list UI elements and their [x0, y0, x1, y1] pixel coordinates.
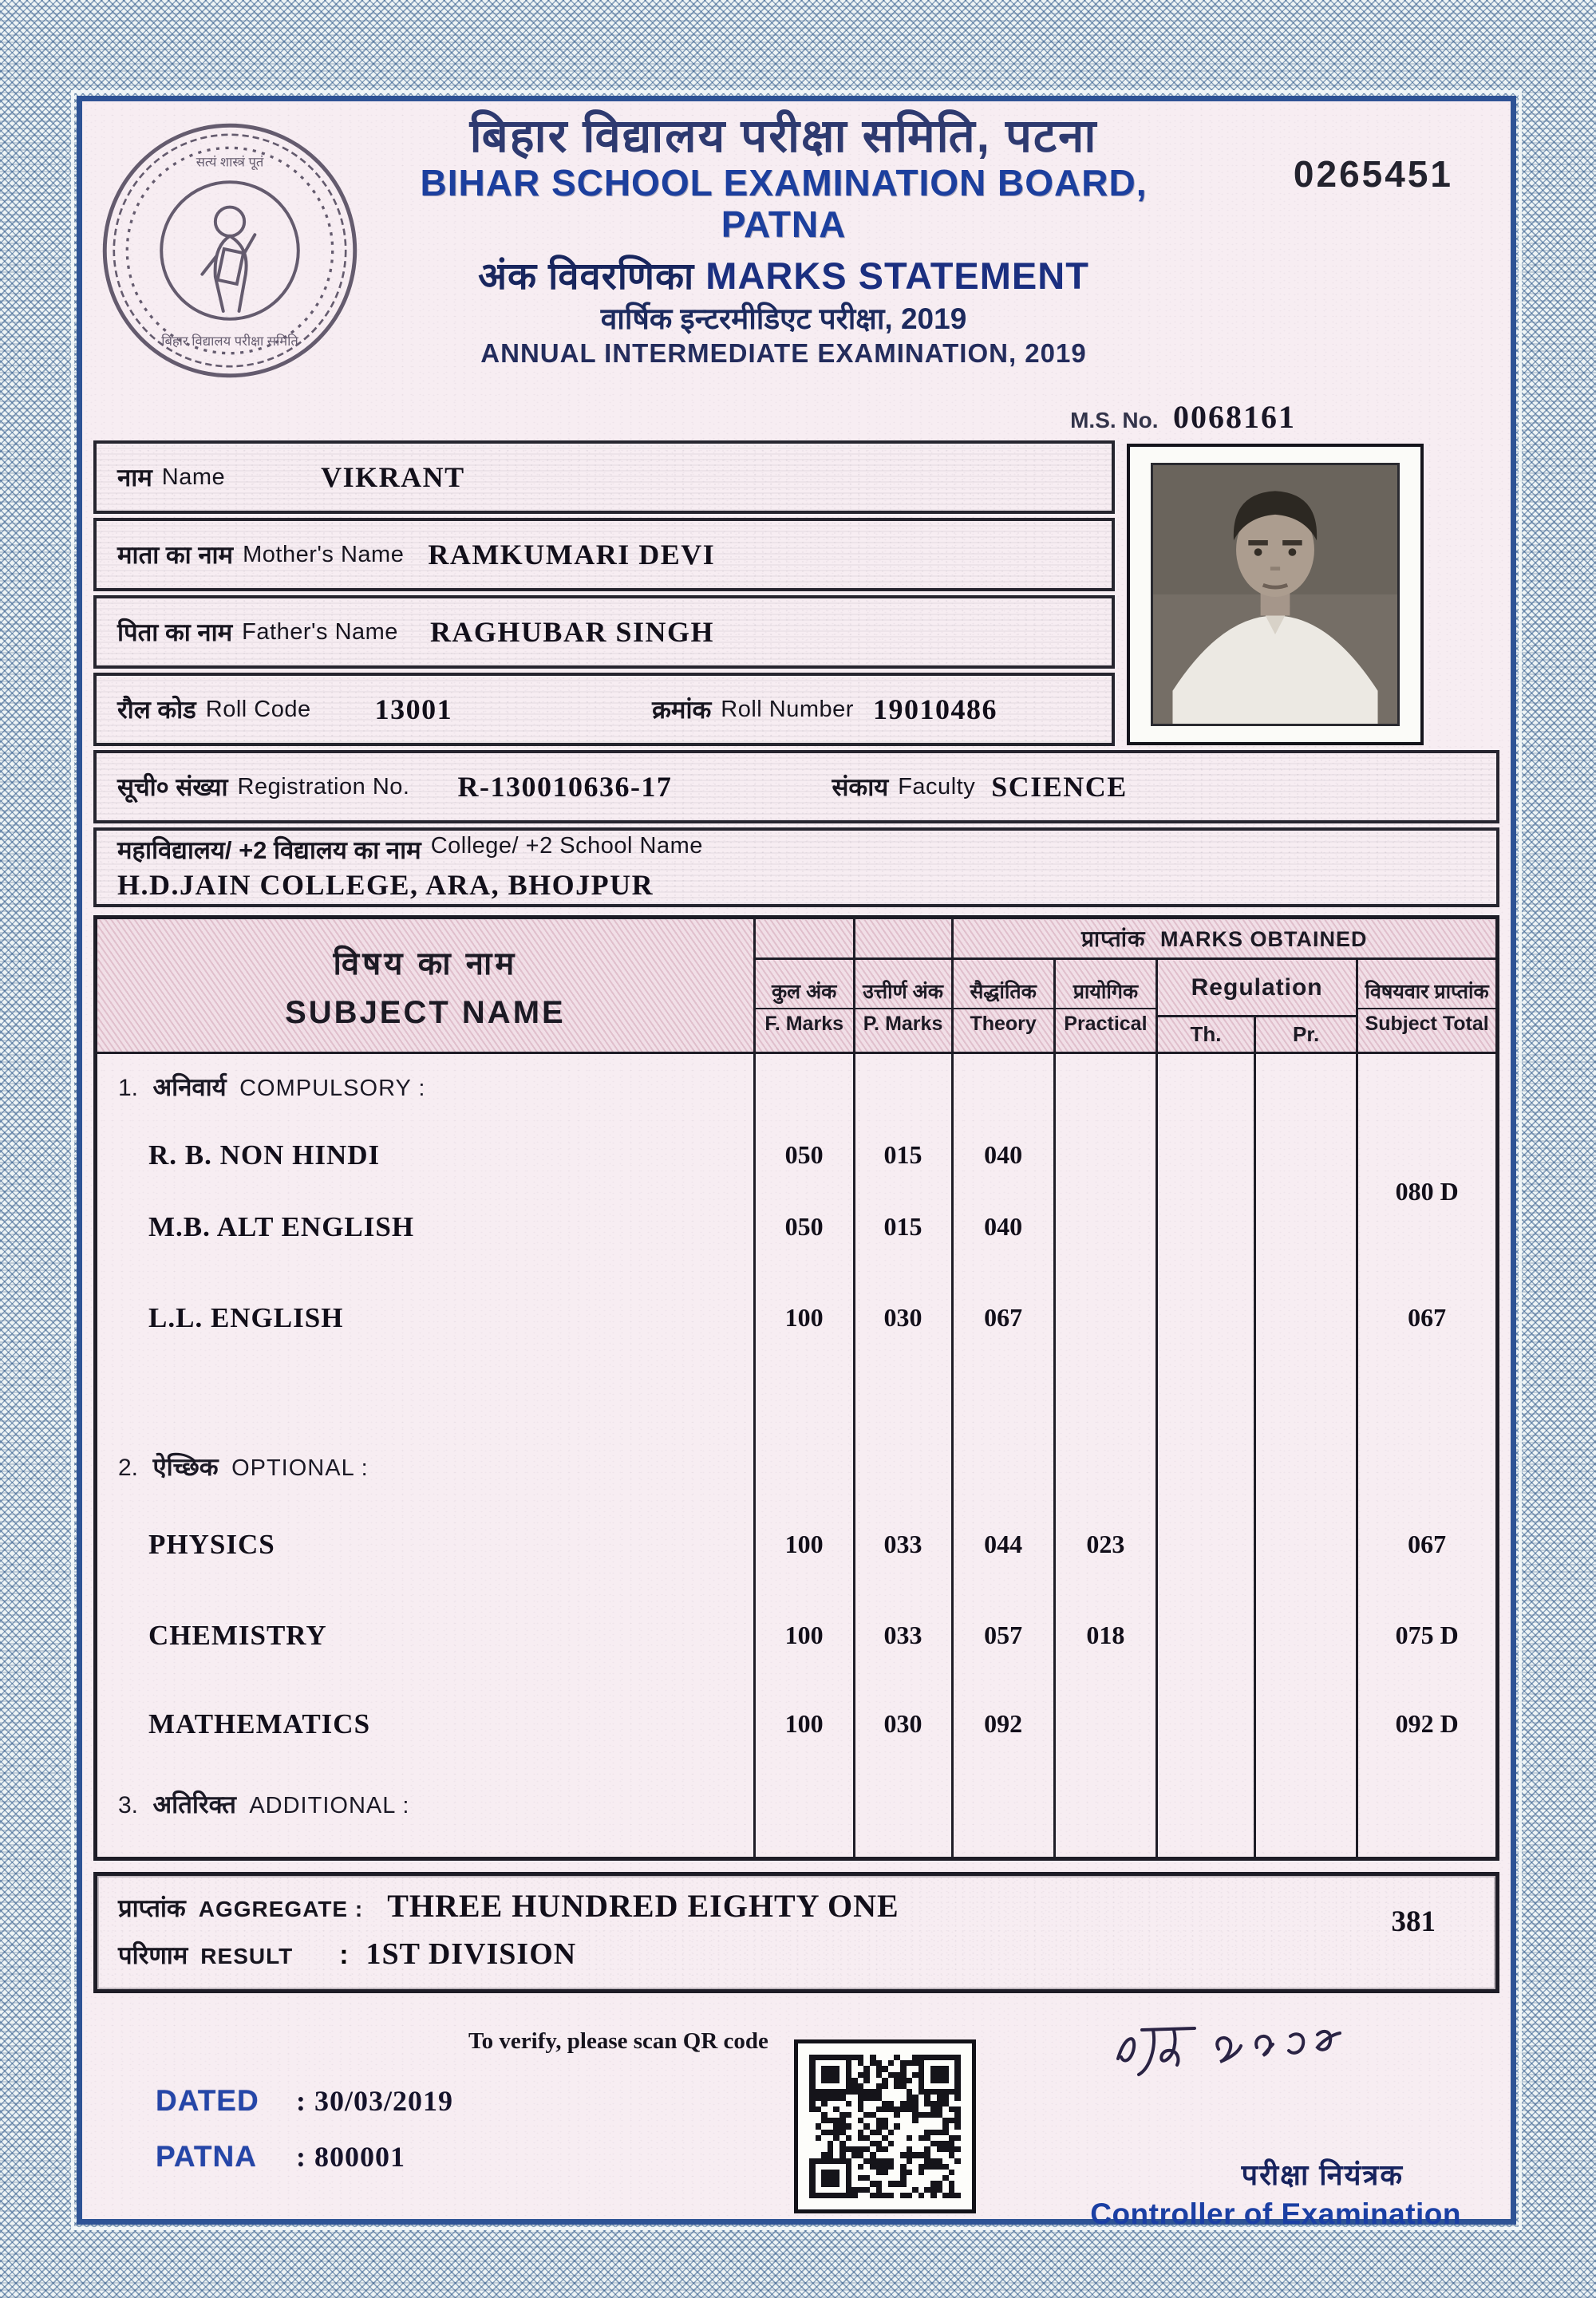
svg-text:बिहार विद्यालय परीक्षा समिति: बिहार विद्यालय परीक्षा समिति [161, 334, 298, 349]
subject-row [96, 1283, 1498, 1353]
header-theory-english: Theory [970, 1013, 1037, 1035]
cell-empty [1357, 1433, 1498, 1500]
father-label-english: Father's Name [242, 618, 398, 645]
certificate-header [93, 101, 1499, 436]
section-number: 2. [118, 1454, 139, 1481]
subject-name: L.L. ENGLISH [96, 1283, 755, 1353]
father-label-hindi: पिता का नाम [117, 618, 233, 646]
marks-table [93, 915, 1499, 1861]
subject-total: 092 D [1357, 1682, 1498, 1767]
marks-statement-english: MARKS STATEMENT [705, 255, 1089, 297]
cell-empty [952, 1433, 1054, 1500]
cell-empty [854, 1843, 952, 1859]
regulation-th [1157, 1283, 1255, 1353]
faculty-label-english: Faculty [898, 773, 976, 800]
subject-row [96, 1120, 1498, 1190]
mother-label-hindi: माता का नाम [117, 541, 234, 569]
cell-empty [1255, 1353, 1357, 1433]
controller-title-english: Controller of Examination [1090, 2197, 1461, 2230]
p-marks: 030 [854, 1682, 952, 1767]
cell-empty [1255, 1264, 1357, 1283]
controller-title-hindi: परीक्षा नियंत्रक [1241, 2158, 1404, 2191]
regulation-pr [1255, 1589, 1357, 1682]
cell-empty [754, 1264, 854, 1283]
aggregate-label-hindi: प्राप्तांक [118, 1894, 186, 1922]
theory-marks: 067 [952, 1283, 1054, 1353]
roll-number-label-hindi: क्रमांक [652, 696, 712, 724]
ms-number-value: 0068161 [1173, 399, 1296, 435]
certificate-footer [93, 1998, 1499, 2261]
mother-name-value: RAMKUMARI DEVI [428, 539, 716, 571]
cell-empty [854, 1433, 952, 1500]
ms-number-label: M.S. No. [1070, 408, 1159, 432]
cell-empty [952, 1767, 1054, 1843]
cell-empty [754, 1053, 854, 1120]
subject-name: MATHEMATICS [96, 1682, 755, 1767]
regulation-pr [1255, 1190, 1357, 1264]
header-regulation: Regulation [1157, 959, 1357, 1017]
section-label-english: OPTIONAL : [231, 1455, 369, 1481]
cell-empty [1255, 1843, 1357, 1859]
cell-empty [754, 1843, 854, 1859]
aggregate-in-words: THREE HUNDRED EIGHTY ONE [387, 1888, 899, 1924]
practical-marks: 023 [1054, 1500, 1156, 1589]
cell-empty [952, 1053, 1054, 1120]
spacer-row [96, 1353, 1498, 1433]
theory-marks: 092 [952, 1682, 1054, 1767]
subject-name: PHYSICS [96, 1500, 755, 1589]
header-regulation-th: Th. [1157, 1017, 1255, 1053]
p-marks: 033 [854, 1500, 952, 1589]
f-marks: 050 [754, 1120, 854, 1190]
p-marks: 033 [854, 1589, 952, 1682]
section-label-hindi: ऐच्छिक [152, 1452, 219, 1481]
cell-empty [1054, 1843, 1156, 1859]
roll-code-value: 13001 [374, 693, 453, 725]
header-spacer-fmarks [754, 918, 854, 959]
p-marks: 015 [854, 1190, 952, 1264]
cell-empty [1357, 1053, 1498, 1120]
cell-empty [952, 1353, 1054, 1433]
svg-text:सत्यं शास्त्रं पूतं: सत्यं शास्त्रं पूतं [196, 155, 264, 170]
cell-empty [96, 1843, 755, 1859]
practical-marks [1054, 1120, 1156, 1190]
header-fmarks-hindi: कुल अंक [756, 976, 853, 1009]
f-marks: 100 [754, 1500, 854, 1589]
cell-empty [96, 1353, 755, 1433]
spacer-row [96, 1843, 1498, 1859]
serial-number: 0265451 [1293, 153, 1453, 195]
student-portrait-icon [1151, 463, 1400, 726]
subject-name: CHEMISTRY [96, 1589, 755, 1682]
f-marks: 050 [754, 1190, 854, 1264]
section-additional-label [96, 1767, 755, 1843]
cell-empty [1357, 1843, 1498, 1859]
section-number: 3. [118, 1791, 139, 1818]
cell-empty [1054, 1433, 1156, 1500]
subject-total: 080 D [1357, 1120, 1498, 1264]
cell-empty [1157, 1264, 1255, 1283]
cell-empty [854, 1767, 952, 1843]
cell-empty [1255, 1053, 1357, 1120]
father-name-row [93, 595, 1115, 669]
faculty-value: SCIENCE [991, 771, 1128, 803]
header-practical-hindi: प्रायोगिक [1056, 976, 1156, 1009]
subject-row [96, 1682, 1498, 1767]
f-marks: 100 [754, 1283, 854, 1353]
section-optional-label-row [96, 1433, 1498, 1500]
aggregate-row [118, 1887, 1495, 1937]
cell-empty [1357, 1264, 1498, 1283]
header-obtained-hindi: प्राप्तांक [1080, 926, 1146, 951]
cell-empty [854, 1353, 952, 1433]
qr-code-box [794, 2039, 976, 2213]
theory-marks: 044 [952, 1500, 1054, 1589]
section-compulsory-label-row [96, 1053, 1498, 1120]
spacer-row [96, 1264, 1498, 1283]
cell-empty [1157, 1053, 1255, 1120]
practical-marks [1054, 1682, 1156, 1767]
cell-empty [952, 1264, 1054, 1283]
roll-number-label-english: Roll Number [721, 696, 854, 722]
theory-marks: 057 [952, 1589, 1054, 1682]
college-label-hindi: महाविद्यालय/ +2 विद्यालय का नाम [117, 836, 421, 864]
student-photo [1127, 444, 1424, 745]
cell-empty [754, 1433, 854, 1500]
mother-label-english: Mother's Name [243, 541, 405, 567]
subject-total: 075 D [1357, 1589, 1498, 1682]
roll-number-value: 19010486 [872, 693, 998, 725]
regulation-pr [1255, 1120, 1357, 1190]
subject-row [96, 1589, 1498, 1682]
cell-empty [96, 1264, 755, 1283]
father-name-value: RAGHUBAR SINGH [429, 616, 714, 648]
cell-empty [1357, 1767, 1498, 1843]
section-label-hindi: अनिवार्य [152, 1073, 227, 1102]
header-fmarks [754, 959, 854, 1053]
regulation-th [1157, 1120, 1255, 1190]
subject-row [96, 1190, 1498, 1264]
practical-marks [1054, 1190, 1156, 1264]
aggregate-label-english: AGGREGATE : [198, 1897, 364, 1921]
cell-empty [1157, 1433, 1255, 1500]
roll-code-label-english: Roll Code [205, 696, 311, 722]
place-value: : 800001 [296, 2141, 405, 2173]
theory-marks: 040 [952, 1120, 1054, 1190]
header-pmarks-hindi: उत्तीर्ण अंक [855, 976, 951, 1009]
subject-row [96, 1500, 1498, 1589]
name-label-hindi: नाम [117, 464, 152, 492]
roll-row [93, 673, 1115, 746]
board-title-english: BIHAR SCHOOL EXAMINATION BOARD, PATNA [420, 162, 1148, 245]
result-label-english: RESULT [200, 1944, 294, 1968]
student-name-value: VIKRANT [321, 461, 465, 493]
regulation-pr [1255, 1283, 1357, 1353]
board-title-hindi: बिहार विद्यालय परीक्षा समिति, पटना [469, 110, 1098, 162]
p-marks: 030 [854, 1283, 952, 1353]
header-theory [952, 959, 1054, 1053]
header-pmarks-english: P. Marks [863, 1013, 943, 1035]
ms-number [1070, 398, 1296, 436]
cell-empty [854, 1264, 952, 1283]
cell-empty [1054, 1053, 1156, 1120]
header-total-english: Subject Total [1365, 1013, 1489, 1035]
section-additional-label-row [96, 1767, 1498, 1843]
cell-empty [1255, 1767, 1357, 1843]
marks-statement-title [357, 253, 1211, 299]
header-subject-total [1357, 959, 1498, 1053]
place-row [156, 2140, 405, 2174]
cell-empty [1157, 1353, 1255, 1433]
aggregate-value: 381 [1391, 1905, 1436, 1938]
cell-empty [1157, 1843, 1255, 1859]
dated-label: DATED [156, 2084, 259, 2117]
mother-name-row [93, 518, 1115, 591]
controller-signature-icon [1100, 2012, 1388, 2089]
cell-empty [1357, 1353, 1498, 1433]
registration-row [93, 750, 1499, 823]
header-theory-hindi: सैद्धांतिक [954, 976, 1053, 1009]
board-seal-icon [98, 119, 361, 382]
regulation-th [1157, 1500, 1255, 1589]
header-marks-obtained [952, 918, 1497, 959]
header-subject-hindi: विषय का नाम [333, 946, 518, 981]
regulation-pr [1255, 1682, 1357, 1767]
cell-empty [952, 1843, 1054, 1859]
cell-empty [1255, 1433, 1357, 1500]
header-regulation-pr: Pr. [1255, 1017, 1357, 1053]
regulation-th [1157, 1589, 1255, 1682]
regulation-th [1157, 1682, 1255, 1767]
qr-caption: To verify, please scan QR code [468, 2028, 768, 2054]
header-practical-english: Practical [1064, 1013, 1148, 1035]
certificate-frame [77, 96, 1516, 2230]
cell-empty [854, 1053, 952, 1120]
result-row [118, 1937, 1495, 1986]
section-label-hindi: अतिरिक्त [152, 1790, 236, 1818]
header-obtained-english: MARKS OBTAINED [1160, 927, 1368, 951]
header-fmarks-english: F. Marks [764, 1013, 844, 1035]
regulation-th [1157, 1190, 1255, 1264]
dated-row [156, 2084, 453, 2118]
subject-total: 067 [1357, 1283, 1498, 1353]
registration-value: R-130010636-17 [457, 771, 673, 803]
registration-label-english: Registration No. [237, 773, 410, 800]
section-number: 1. [118, 1075, 139, 1102]
college-label-english: College/ +2 School Name [430, 833, 703, 859]
result-separator: : [339, 1940, 349, 1970]
header-subject-english: SUBJECT NAME [285, 995, 566, 1030]
cell-empty [1054, 1264, 1156, 1283]
p-marks: 015 [854, 1120, 952, 1190]
place-label: PATNA [156, 2140, 257, 2173]
qr-code [809, 2055, 961, 2198]
regulation-pr [1255, 1500, 1357, 1589]
subject-name: R. B. NON HINDI [96, 1120, 755, 1190]
header-practical [1054, 959, 1156, 1053]
subject-name: M.B. ALT ENGLISH [96, 1190, 755, 1264]
cell-empty [754, 1767, 854, 1843]
roll-code-label-hindi: रौल कोड [117, 696, 196, 724]
result-value: 1ST DIVISION [365, 1937, 577, 1971]
college-name-value: H.D.JAIN COLLEGE, ARA, BHOJPUR [117, 869, 654, 901]
exam-title-english: ANNUAL INTERMEDIATE EXAMINATION, 2019 [480, 338, 1087, 368]
cell-empty [1054, 1767, 1156, 1843]
header-spacer-pmarks [854, 918, 952, 959]
result-label-hindi: परिणाम [118, 1941, 188, 1969]
aggregate-box [93, 1872, 1499, 1993]
registration-label-hindi: सूची० संख्या [117, 773, 228, 801]
subject-total: 067 [1357, 1500, 1498, 1589]
name-row [93, 440, 1115, 514]
faculty-label-hindi: संकाय [832, 773, 889, 801]
exam-title-hindi: वार्षिक इन्टरमीडिएट परीक्षा, 2019 [600, 302, 967, 335]
header-titles [357, 101, 1211, 369]
section-label-english: COMPULSORY : [239, 1076, 426, 1102]
practical-marks [1054, 1283, 1156, 1353]
name-label-english: Name [161, 464, 226, 490]
section-label-english: ADDITIONAL : [249, 1792, 410, 1818]
section-optional-label [96, 1433, 755, 1500]
dated-value: : 30/03/2019 [296, 2085, 453, 2117]
practical-marks: 018 [1054, 1589, 1156, 1682]
marks-statement-hindi: अंक विवरणिका [478, 255, 695, 297]
cell-empty [754, 1353, 854, 1433]
section-compulsory-label [96, 1053, 755, 1120]
cell-empty [1157, 1767, 1255, 1843]
header-subject-name [96, 918, 755, 1053]
header-total-hindi: विषयवार प्राप्तांक [1358, 976, 1495, 1009]
theory-marks: 040 [952, 1190, 1054, 1264]
f-marks: 100 [754, 1589, 854, 1682]
cell-empty [1054, 1353, 1156, 1433]
f-marks: 100 [754, 1682, 854, 1767]
college-row [93, 827, 1499, 907]
header-pmarks [854, 959, 952, 1053]
